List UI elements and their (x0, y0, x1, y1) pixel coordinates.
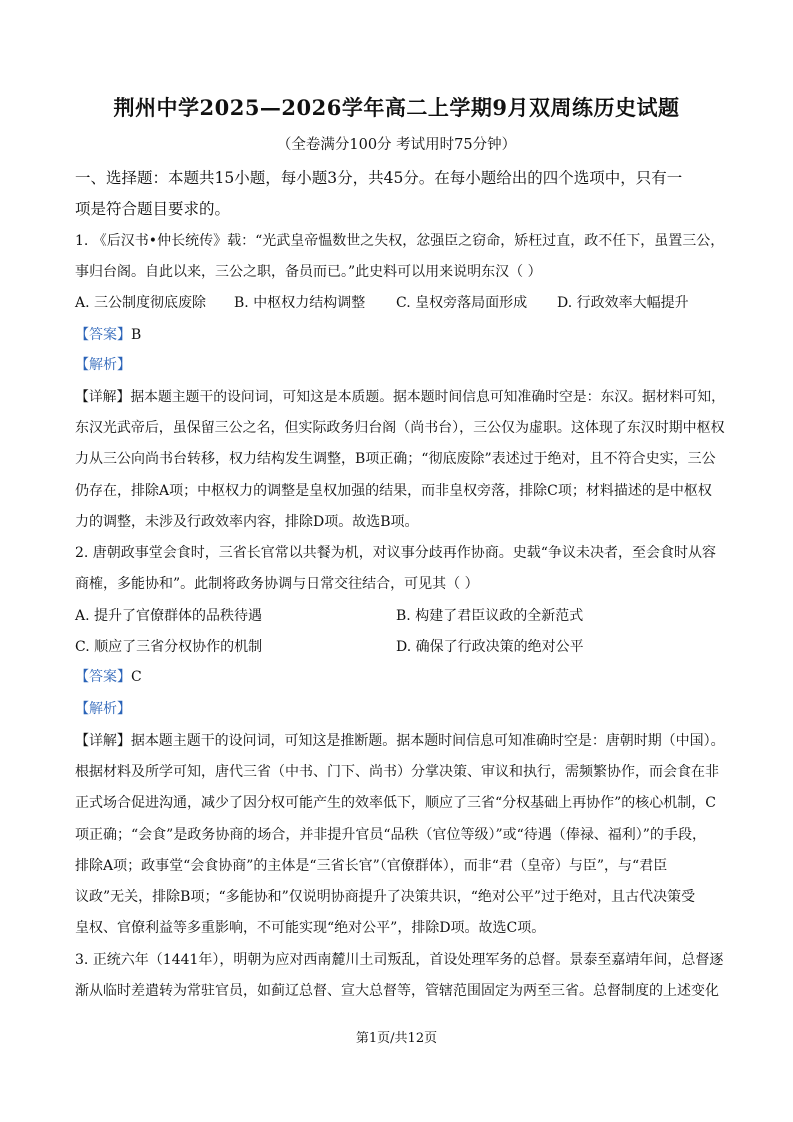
q1-answer-tag: 【答案】 (75, 327, 131, 343)
q1-option-d: D. 行政效率大幅提升 (557, 295, 689, 311)
q1-detail-line-1 (75, 387, 725, 407)
q2-detail-text-1: 据本题主题干的设问词，可知这是推断题。据本题时间信息可知准确时空是：唐朝时期（中国）。 (130, 733, 725, 749)
q2-detail-line-4: 项正确；“会食”是政务协商的场合，并非提升官员“品秩（官位等级）”或“待遇（俸禄、福利）”的手段， (75, 827, 706, 843)
page-subtitle: （全卷满分100分 考试用时75分钟） (276, 137, 517, 153)
q1-detail-line-2: 东汉光武帝后，虽保留三公之名，但实际政务归台阁（尚书台），三公仅为虚职。这体现了东汉时期中枢权 (75, 420, 725, 436)
q2-detail-line-3: 正式场合促进沟通，减少了因分权可能产生的效率低下，顺应了三省“分权基础上再协作”的核心机制，C (75, 795, 717, 811)
q1-answer-value: B (131, 327, 142, 343)
q2-detail-line-6: 议政”无关，排除B项；“多能协和”仅说明协商提升了决策共识，“绝对公平”过于绝对，且古代决策受 (75, 889, 696, 905)
q1-detail-tag: 【详解】 (75, 389, 131, 405)
q2-analysis-tag: 【解析】 (75, 701, 131, 717)
q2-stem-line-2: 商榷，多能协和”。此制将政务协调与日常交往结合，可见其（ ） (75, 576, 479, 592)
q1-answer-line (75, 325, 725, 345)
q2-detail-tag: 【详解】 (75, 733, 131, 749)
q2-answer-line (75, 667, 725, 687)
section-heading-line-1: 一、选择题：本题共15小题，每小题3分，共45分。在每小题给出的四个选项中，只有一 (75, 169, 683, 187)
q2-option-b: B. 构建了君臣议政的全新范式 (396, 608, 584, 624)
q3-stem-line-1: 3. 正统六年（1441年），明朝为应对西南麓川土司叛乱，首设处理军务的总督。景泰至嘉靖年间，总督逐 (75, 952, 724, 968)
q1-analysis-line (75, 355, 725, 375)
q2-detail-line-7: 皇权、官僚利益等多重影响，不可能实现“绝对公平”，排除D项。故选C项。 (75, 920, 546, 936)
q1-stem-line-2: 事归台阁。自此以来，三公之职，备员而已。”此史料可以用来说明东汉（ ） (75, 264, 542, 280)
page-footer: 第1页/共12页 (355, 1031, 438, 1046)
page-title: 荆州中学2025—2026学年高二上学期9月双周练历史试题 (113, 95, 680, 120)
q2-answer-tag: 【答案】 (75, 669, 131, 685)
q3-stem-line-2: 渐从临时差遣转为常驻官员，如蓟辽总督、宣大总督等，管辖范围固定为两至三省。总督制度的上述变化 (75, 983, 719, 999)
q1-detail-line-3: 力从三公向尚书台转移，权力结构发生调整，B项正确；“彻底废除”表述过于绝对，且不符合史实，三公 (75, 451, 716, 467)
q1-analysis-tag: 【解析】 (75, 357, 131, 373)
q1-detail-line-5: 力的调整，未涉及行政效率内容，排除D项。故选B项。 (75, 514, 419, 530)
section-heading-line-2: 项是符合题目要求的。 (75, 200, 231, 218)
q2-detail-line-2: 根据材料及所学可知，唐代三省（中书、门下、尚书）分掌决策、审议和执行，需频繁协作，而会食在非 (75, 764, 719, 780)
q1-stem-line-1: 1. 《后汉书•仲长统传》载：“光武皇帝愠数世之失权，忿强臣之窃命，矫枉过直，政不任下，虽置三公， (75, 233, 725, 249)
q1-option-a: A. 三公制度彻底废除 (75, 295, 207, 311)
q2-option-c: C. 顺应了三省分权协作的机制 (75, 639, 263, 655)
q2-option-a: A. 提升了官僚群体的品秩待遇 (75, 608, 263, 624)
q2-analysis-line (75, 699, 725, 719)
q2-detail-line-5: 排除A项；政事堂“会食协商”的主体是“三省长官”（官僚群体），而非“君（皇帝）与臣”，与“君臣 (75, 858, 668, 874)
q2-stem-line-1: 2. 唐朝政事堂会食时，三省长官常以共餐为机，对议事分歧再作协商。史载“争议未决者，至会食时从容 (75, 545, 716, 561)
q2-detail-line-1 (75, 731, 725, 751)
q1-detail-line-4: 仍存在，排除A项；中枢权力的调整是皇权加强的结果，而非皇权旁落，排除C项；材料描述的是中枢权 (75, 483, 712, 499)
q1-option-c: C. 皇权旁落局面形成 (396, 295, 528, 311)
q2-option-d: D. 确保了行政决策的绝对公平 (396, 639, 584, 655)
q1-detail-text-1: 据本题主题干的设问词，可知这是本质题。据本题时间信息可知准确时空是：东汉。据材料可知， (130, 389, 725, 405)
q2-answer-value: C (131, 669, 142, 685)
q1-option-b: B. 中枢权力结构调整 (234, 295, 366, 311)
